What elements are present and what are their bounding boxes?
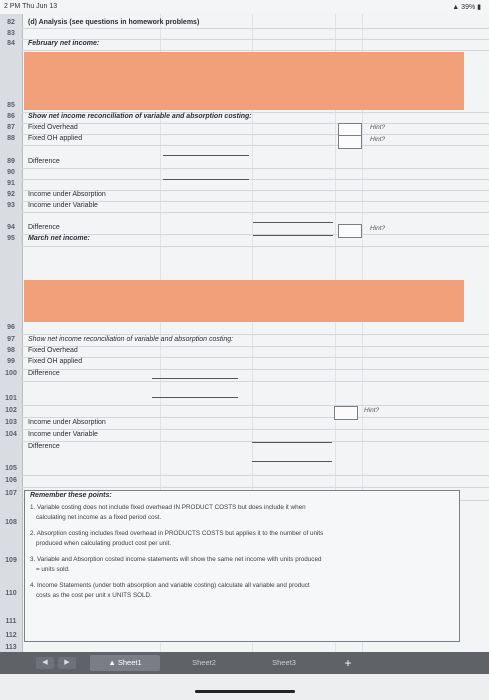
notes-title: Remember these points:	[30, 492, 112, 499]
tab-sheet1-label: Sheet1	[117, 658, 142, 667]
answer-underline	[253, 222, 333, 223]
row-number[interactable]: 107	[5, 490, 17, 497]
hint-link[interactable]: Hint?	[370, 124, 386, 131]
hint-link[interactable]: Hint?	[370, 225, 386, 232]
hint-input-box[interactable]	[338, 135, 362, 149]
note-1-line-2: calculating net income as a fixed period cost.	[36, 514, 162, 521]
row-number[interactable]: 108	[5, 519, 17, 526]
row-number[interactable]: 100	[5, 370, 17, 377]
row-number[interactable]: 111	[5, 618, 17, 625]
grid-row-line	[22, 475, 489, 476]
row-number[interactable]: 89	[7, 158, 15, 165]
income-absorption-label[interactable]: Income under Absorption	[28, 419, 106, 426]
row-number[interactable]: 103	[5, 419, 17, 426]
next-sheet-icon[interactable]: ▶	[58, 657, 76, 669]
battery-icon: ▮	[477, 4, 481, 11]
fixed-overhead-label[interactable]: Fixed Overhead	[28, 124, 78, 131]
grid-row-line	[22, 357, 489, 358]
income-variable-label[interactable]: Income under Variable	[28, 202, 98, 209]
hint-input-box[interactable]	[334, 406, 358, 420]
grid-row-line	[22, 212, 489, 213]
hint-link[interactable]: Hint?	[370, 136, 386, 143]
row-number[interactable]: 91	[7, 180, 15, 187]
grid-row-line	[22, 417, 489, 418]
hint-input-box[interactable]	[338, 224, 362, 238]
row-number[interactable]: 87	[7, 124, 15, 131]
fixed-oh-applied-label[interactable]: Fixed OH applied	[28, 358, 83, 365]
fixed-overhead-label[interactable]: Fixed Overhead	[28, 347, 78, 354]
grid-row-line	[22, 134, 489, 135]
note-1-line-1: 1. Variable costing does not include fixed overhead IN PRODUCT COSTS but does include it when	[30, 504, 306, 511]
row-number[interactable]: 83	[7, 30, 15, 37]
notes-box	[24, 490, 460, 642]
wifi-icon: ▲	[452, 4, 460, 11]
note-4-line-1: 4. Income Statements (under both absorption and variable costing) calculate all variable and product	[30, 582, 310, 589]
answer-underline	[163, 155, 249, 156]
row-number[interactable]: 93	[7, 202, 15, 209]
income-absorption-label[interactable]: Income under Absorption	[28, 191, 106, 198]
march-answer-band[interactable]	[24, 280, 464, 322]
february-answer-band[interactable]	[24, 52, 464, 110]
reconciliation-heading[interactable]: Show net income reconciliation of variable and absorption costing:	[28, 336, 234, 343]
grid-row-line	[22, 429, 489, 430]
answer-underline	[152, 397, 238, 398]
status-time: 2 PM Thu Jun 13	[4, 3, 58, 10]
answer-underline	[252, 461, 332, 462]
row-number[interactable]: 112	[5, 632, 17, 639]
march-net-income-label[interactable]: March net income:	[28, 235, 90, 242]
tab-sheet1[interactable]	[90, 655, 160, 671]
row-number[interactable]: 82	[7, 19, 15, 26]
answer-underline	[163, 179, 249, 180]
row-number[interactable]: 88	[7, 135, 15, 142]
note-2-line-1: 2. Absorption costing includes fixed overhead in PRODUCTS COSTS but applies it to the number of units	[30, 530, 324, 537]
row-number[interactable]: 113	[5, 644, 17, 651]
reconciliation-heading[interactable]: Show net income reconciliation of variable and absorption costing:	[28, 113, 252, 120]
income-variable-label[interactable]: Income under Variable	[28, 431, 98, 438]
note-3-line-1: 3. Variable and Absorption costed income statements will show the same net income with units produced	[30, 556, 322, 563]
note-2-line-2: produced when calculating product cost per unit.	[36, 540, 172, 547]
grid-row-line	[22, 179, 489, 180]
battery-percent: 39%	[461, 4, 476, 11]
answer-underline	[252, 442, 332, 443]
add-sheet-button[interactable]: +	[344, 656, 352, 670]
answer-underline	[253, 235, 333, 236]
row-number[interactable]: 95	[7, 235, 15, 242]
grid-row-line	[22, 334, 489, 335]
grid-row-line	[22, 246, 489, 247]
grid-row-line	[22, 145, 489, 146]
grid-row-line	[22, 123, 489, 124]
row-number[interactable]: 102	[5, 407, 17, 414]
section-title[interactable]: (d) Analysis (see questions in homework problems)	[28, 19, 200, 26]
row-number[interactable]: 99	[7, 358, 15, 365]
grid-row-line	[22, 346, 489, 347]
row-number[interactable]: 94	[7, 224, 15, 231]
status-bar	[0, 0, 489, 14]
note-4-line-2: costs as the cost per unit x UNITS SOLD.	[36, 592, 152, 599]
row-number[interactable]: 109	[5, 557, 17, 564]
grid-row-line	[22, 50, 489, 51]
row-number[interactable]: 86	[7, 113, 15, 120]
spreadsheet-grid[interactable]	[0, 14, 489, 652]
home-indicator[interactable]	[195, 690, 295, 693]
row-number[interactable]: 84	[7, 40, 15, 47]
row-number[interactable]: 92	[7, 191, 15, 198]
grid-row-line	[22, 28, 489, 29]
row-number[interactable]: 98	[7, 347, 15, 354]
sheet-lock-icon: ▲	[108, 658, 116, 667]
tab-sheet3[interactable]: Sheet3	[272, 658, 296, 667]
row-number[interactable]: 106	[5, 477, 17, 484]
hint-link[interactable]: Hint?	[364, 407, 380, 414]
row-number[interactable]: 110	[5, 590, 17, 597]
row-number[interactable]: 96	[7, 324, 15, 331]
difference-label[interactable]: Difference	[28, 224, 60, 231]
row-number[interactable]: 101	[5, 395, 17, 402]
february-net-income-label[interactable]: February net income:	[28, 40, 100, 47]
row-number[interactable]: 104	[5, 431, 17, 438]
battery-indicator	[452, 3, 481, 11]
row-number[interactable]: 105	[5, 465, 17, 472]
sheet-tab-bar	[0, 652, 489, 674]
row-number[interactable]: 85	[7, 102, 15, 109]
row-number[interactable]: 90	[7, 169, 15, 176]
grid-row-line	[22, 487, 489, 488]
grid-row-line	[22, 369, 489, 370]
difference-label[interactable]: Difference	[28, 158, 60, 165]
difference-label[interactable]: Difference	[28, 370, 60, 377]
answer-underline	[152, 378, 238, 379]
grid-row-line	[22, 381, 489, 382]
note-3-line-2: = units sold.	[36, 566, 70, 573]
row-number[interactable]: 97	[7, 336, 15, 343]
difference-label[interactable]: Difference	[28, 443, 60, 450]
tab-sheet2[interactable]: Sheet2	[192, 658, 216, 667]
previous-sheet-icon[interactable]: ◀	[36, 657, 54, 669]
grid-row-line	[22, 168, 489, 169]
grid-row-line	[22, 405, 489, 406]
fixed-oh-applied-label[interactable]: Fixed OH applied	[28, 135, 83, 142]
